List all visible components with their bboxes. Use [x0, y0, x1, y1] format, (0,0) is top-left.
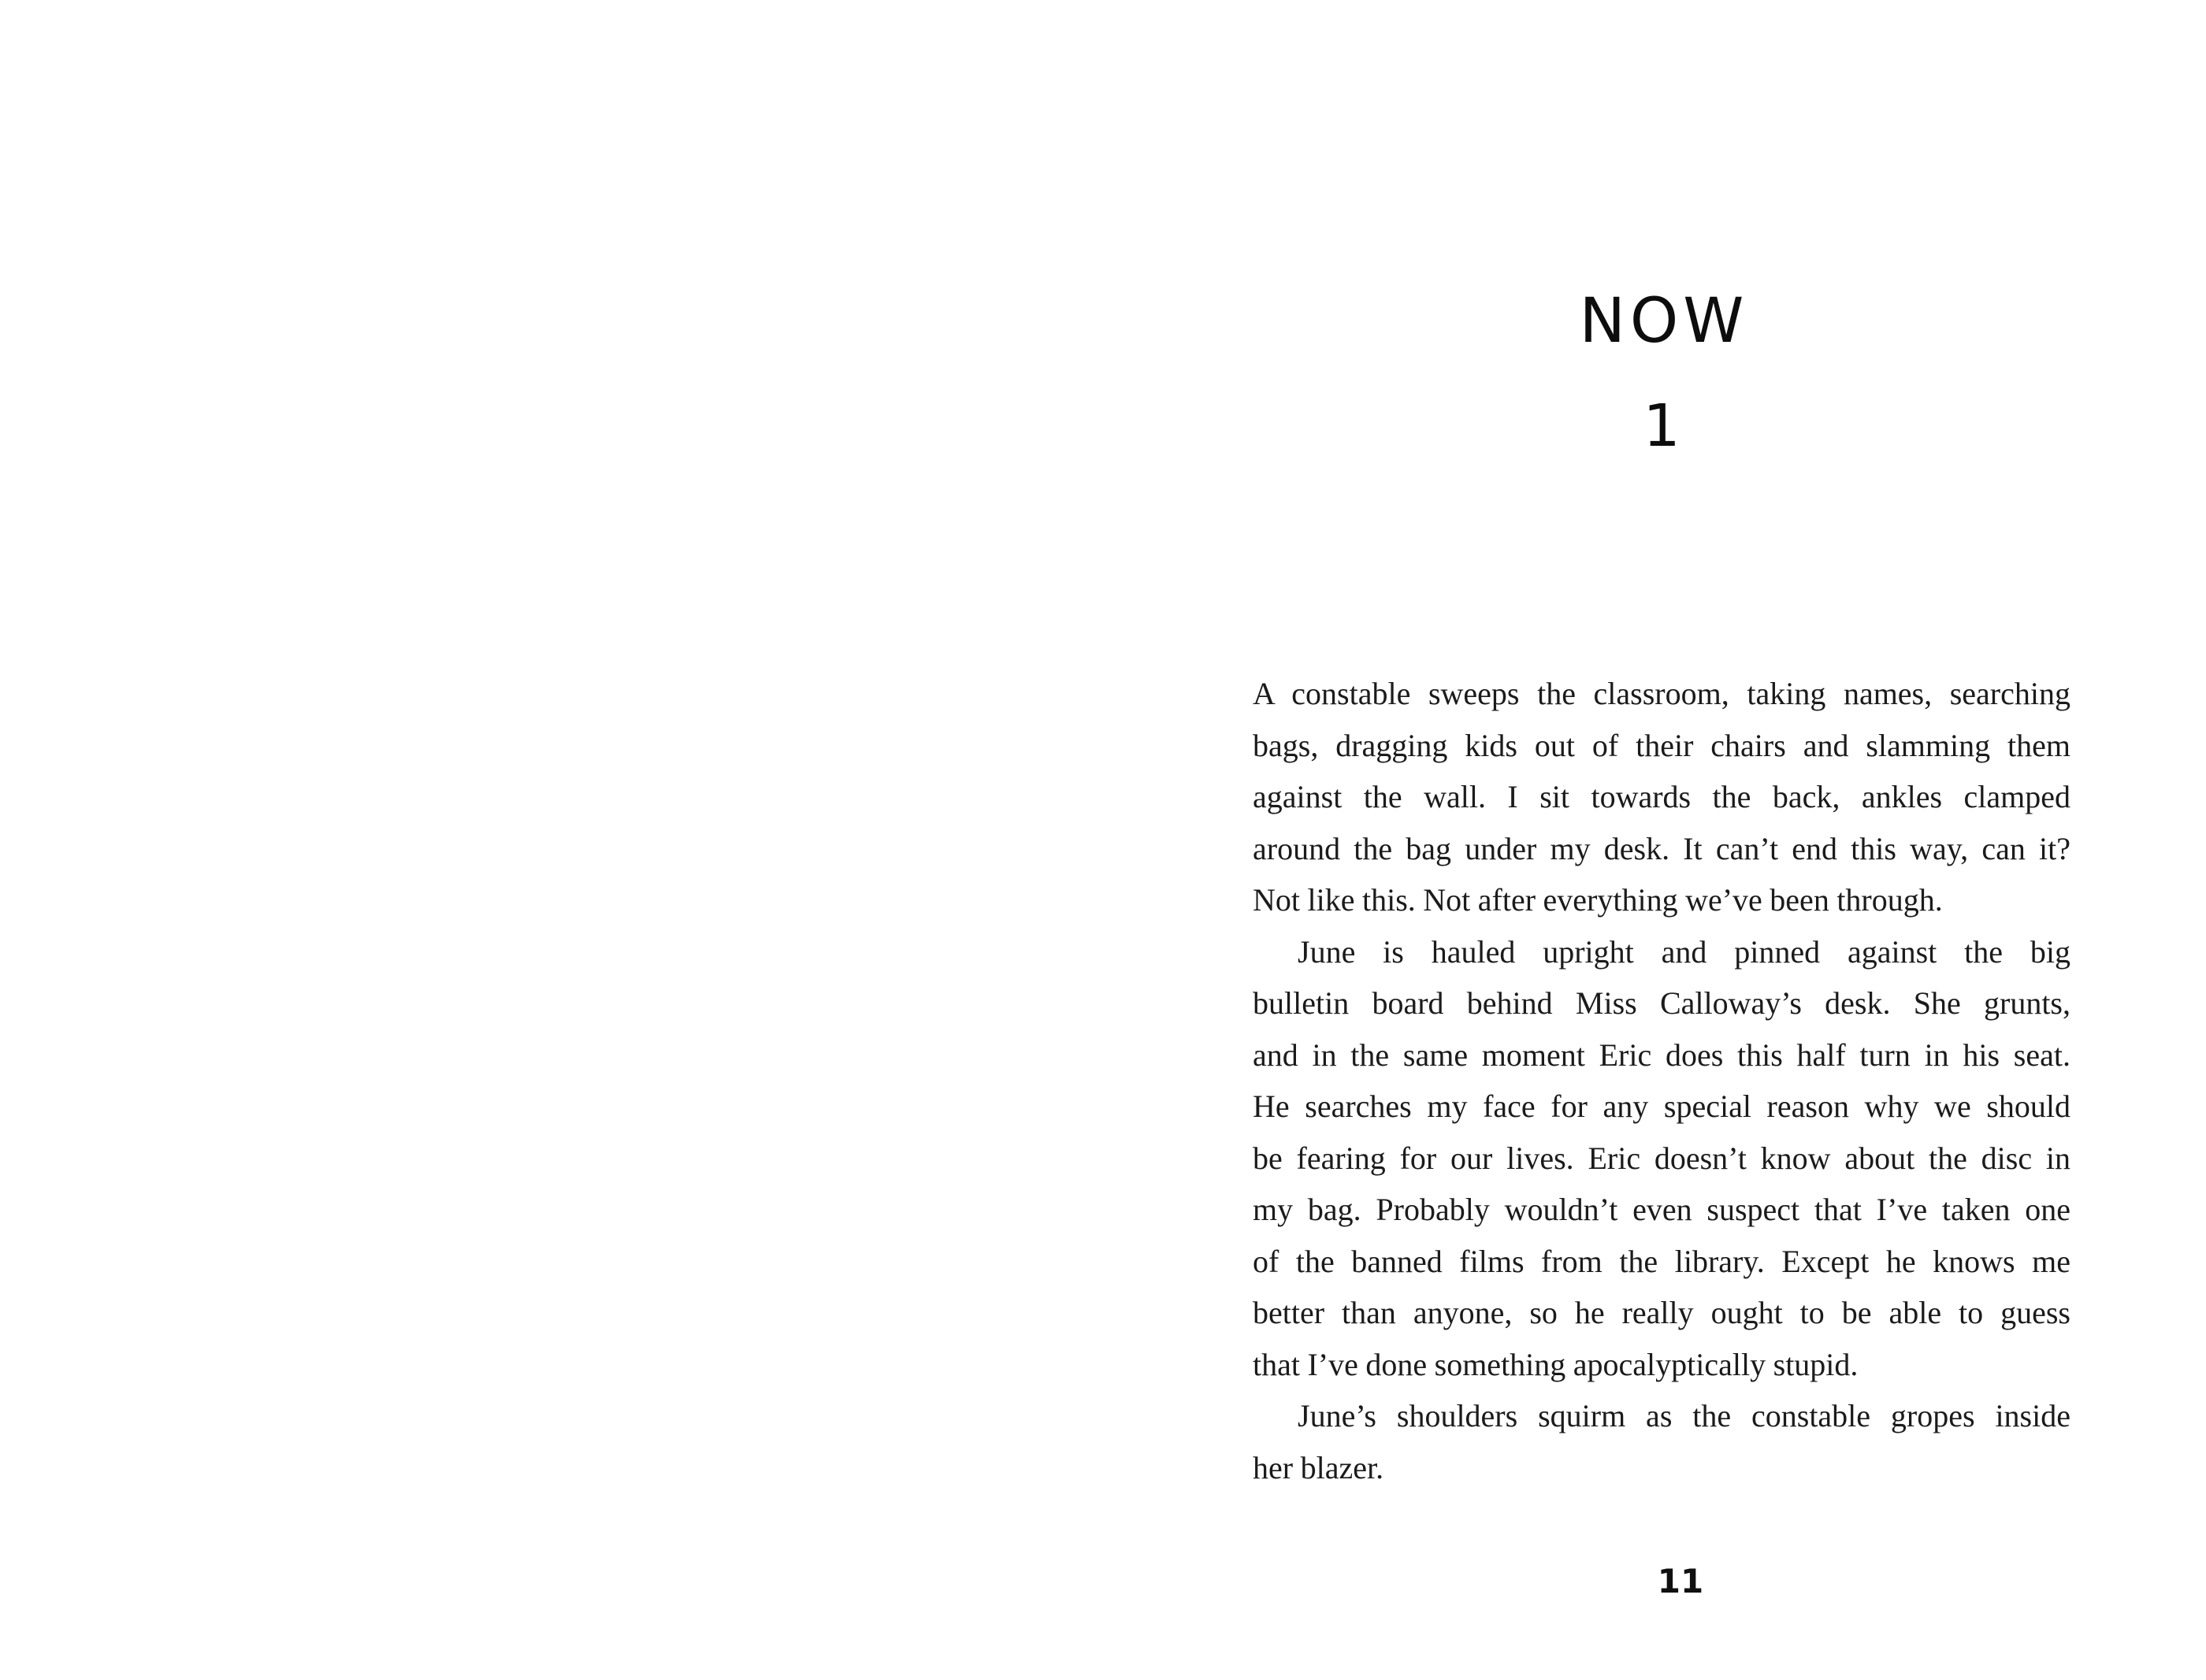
- text-line: bulletin board behind Miss Calloway’s desk. She grunts,: [1253, 985, 2070, 1021]
- body-text: [1253, 668, 2070, 1493]
- page-number: 11: [1657, 1562, 1704, 1600]
- text-line: June is hauled upright and pinned against the big: [1298, 933, 2070, 970]
- text-line: better than anyone, so he really ought to be able to guess: [1253, 1295, 2070, 1330]
- text-line: around the bag under my desk. It can’t end this way, can it?: [1253, 830, 2070, 866]
- right-page: [1253, 0, 2070, 1680]
- text-line: her blazer.: [1253, 1449, 1384, 1485]
- text-line: be fearing for our lives. Eric doesn’t know about the disc in: [1253, 1140, 2070, 1176]
- text-line: that I’ve done something apocalyptically stupid.: [1253, 1346, 1859, 1382]
- text-line: Not like this. Not after everything we’ve been through.: [1253, 882, 1943, 918]
- text-line: A constable sweeps the classroom, taking names, searching: [1253, 676, 2070, 711]
- text-line: bags, dragging kids out of their chairs and slamming them: [1253, 727, 2070, 763]
- text-line: of the banned films from the library. Except he knows me: [1253, 1243, 2070, 1279]
- text-line: June’s shoulders squirm as the constable gropes inside: [1298, 1398, 2070, 1433]
- text-line: and in the same moment Eric does this half turn in his seat.: [1253, 1037, 2070, 1073]
- chapter-number: 1: [1643, 392, 1680, 460]
- section-heading: NOW: [1579, 286, 1749, 357]
- text-line: my bag. Probably wouldn’t even suspect that I’ve taken one: [1253, 1192, 2070, 1227]
- text-line: He searches my face for any special reason why we should: [1253, 1088, 2070, 1124]
- text-line: against the wall. I sit towards the back, ankles clamped: [1253, 779, 2070, 814]
